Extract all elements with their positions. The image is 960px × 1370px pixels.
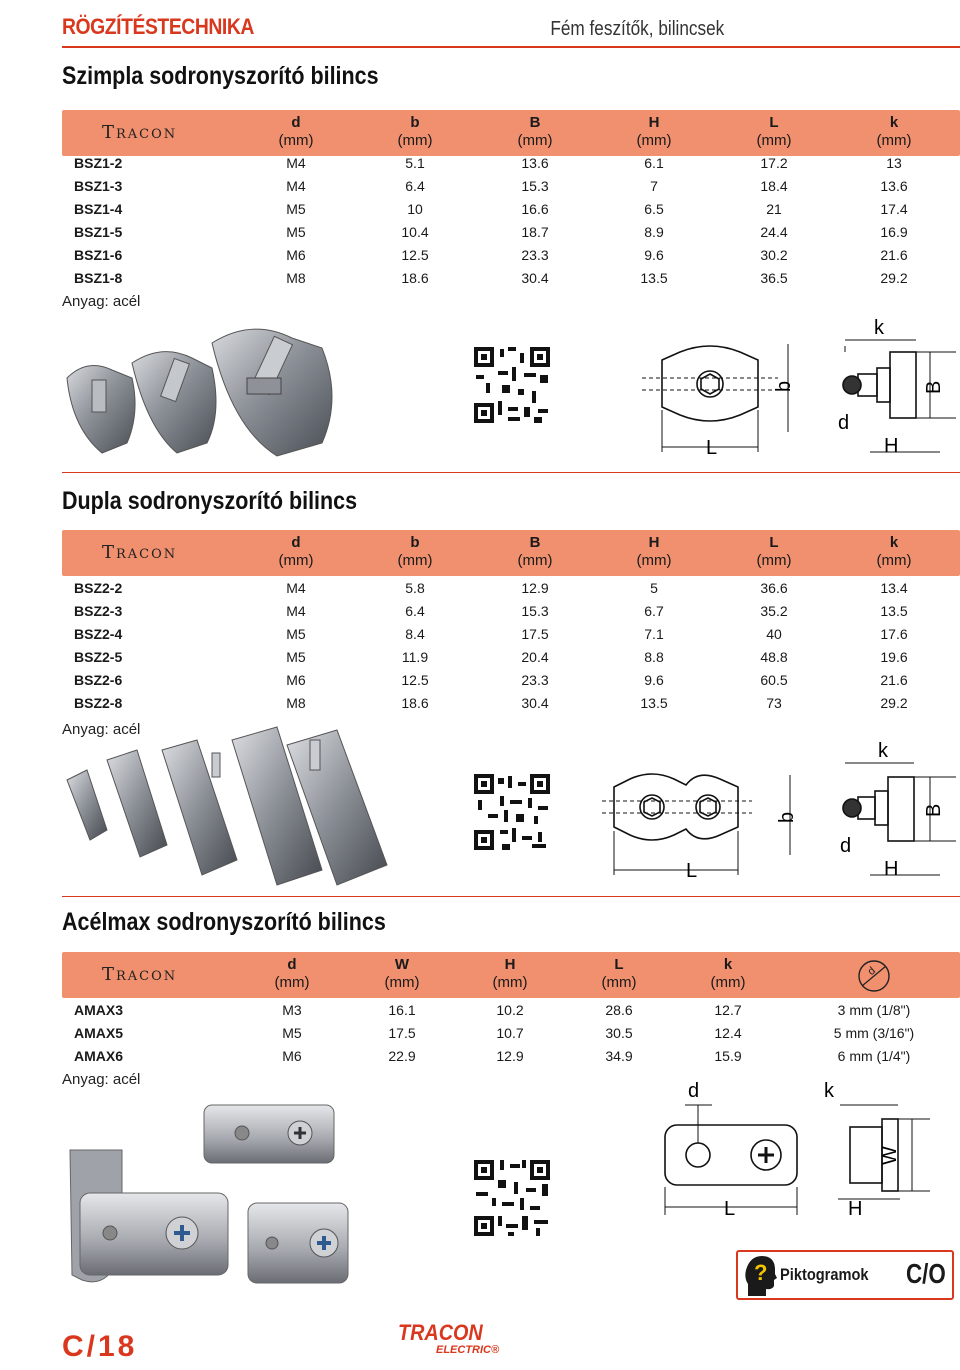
- table-row: BSZ1-4 M5 10 16.6 6.5 21 17.4: [74, 201, 908, 217]
- col-header: L (mm): [601, 956, 637, 991]
- table-row: BSZ1-6 M6 12.5 23.3 9.6 30.2 21.6: [74, 247, 908, 263]
- dim-label-L: L: [724, 1198, 736, 1220]
- table-row: BSZ1-2 M4 5.1 13.6 6.1 17.2 13: [74, 155, 902, 171]
- dim-label-B: B: [923, 380, 945, 394]
- col-header: B (mm): [517, 114, 553, 149]
- dim-label-d: d: [838, 412, 850, 434]
- dim-label-b: b: [776, 811, 798, 823]
- table-row: BSZ1-5 M5 10.4 18.7 8.9 24.4 16.9: [74, 224, 908, 240]
- dim-label-H: H: [848, 1198, 863, 1220]
- dim-label-d: d: [840, 835, 852, 857]
- col-header: d (mm): [274, 956, 310, 991]
- table-row: BSZ2-8 M8 18.6 30.4 13.5 73 29.2: [74, 695, 908, 711]
- brand-label: Tracon: [102, 964, 178, 985]
- table-row: BSZ1-3 M4 6.4 15.3 7 18.4 13.6: [74, 178, 908, 194]
- table-row: BSZ1-8 M8 18.6 30.4 13.5 36.5 29.2: [74, 270, 908, 286]
- dim-label-k: k: [878, 740, 888, 762]
- table-row: AMAX6 M6 22.9 12.9 34.9 15.9 6 mm (1/4"): [74, 1048, 911, 1064]
- header-divider: [62, 46, 960, 48]
- footer-logo: [398, 1320, 502, 1356]
- category-title: RÖGZÍTÉSTECHNIKA: [62, 14, 254, 39]
- question-head-icon: [742, 1254, 778, 1298]
- col-header: k (mm): [710, 956, 746, 991]
- product-photo-double: [62, 725, 392, 890]
- svg-text:?: ?: [754, 1260, 768, 1285]
- section-divider: [62, 472, 960, 473]
- product-photo-single: [62, 318, 362, 463]
- dim-label-k: k: [824, 1080, 834, 1102]
- table-header-acelmax: [62, 952, 960, 998]
- col-header: d (mm): [278, 114, 314, 149]
- qr-code: [472, 345, 552, 425]
- col-header: k (mm): [876, 534, 912, 569]
- dimension-drawing-single: [640, 312, 958, 462]
- dim-label-W: W: [879, 1146, 901, 1165]
- col-header: d (mm): [278, 534, 314, 569]
- table-header-double: [62, 530, 960, 576]
- svg-text:d: d: [865, 964, 879, 978]
- col-header: W (mm): [384, 956, 420, 991]
- table-row: BSZ2-3 M4 6.4 15.3 6.7 35.2 13.5: [74, 603, 908, 619]
- section-title-acelmax: Acélmax sodronyszorító bilincs: [62, 908, 386, 936]
- qr-code: [472, 772, 552, 852]
- logo-sub-text: ELECTRIC®: [436, 1344, 500, 1356]
- product-photo-acelmax: [62, 1095, 352, 1295]
- table-row: BSZ2-5 M5 11.9 20.4 8.8 48.8 19.6: [74, 649, 908, 665]
- section-title-double: Dupla sodronyszorító bilincs: [62, 487, 358, 515]
- rope-diameter-icon: [856, 958, 892, 994]
- page-subtitle: Fém feszítők, bilincsek: [550, 18, 724, 40]
- table-row: AMAX5 M5 17.5 10.7 30.5 12.4 5 mm (3/16"): [74, 1025, 915, 1041]
- dim-label-L: L: [686, 860, 698, 882]
- dimension-drawing-acelmax: [640, 1075, 958, 1220]
- col-header: b (mm): [397, 114, 433, 149]
- material-note: Anyag: acél: [62, 293, 141, 310]
- dim-label-k: k: [874, 317, 884, 339]
- section-title-single: Szimpla sodronyszorító bilincs: [62, 62, 379, 90]
- pictogram-label: Piktogramok: [780, 1265, 869, 1284]
- dim-label-H: H: [884, 858, 899, 880]
- material-note: Anyag: acél: [62, 721, 141, 738]
- logo-main-text: TRACON: [398, 1320, 483, 1345]
- col-header: B (mm): [517, 534, 553, 569]
- dim-label-H: H: [884, 435, 899, 457]
- dimension-drawing-double: [600, 735, 958, 885]
- table-row: AMAX3 M3 16.1 10.2 28.6 12.7 3 mm (1/8"): [74, 1002, 911, 1018]
- table-row: BSZ2-4 M5 8.4 17.5 7.1 40 17.6: [74, 626, 908, 642]
- dim-label-d: d: [688, 1080, 700, 1102]
- col-header: H (mm): [636, 114, 672, 149]
- page-number: C/18: [62, 1330, 138, 1363]
- section-divider: [62, 896, 960, 897]
- dim-label-B: B: [923, 803, 945, 817]
- table-row: BSZ2-6 M6 12.5 23.3 9.6 60.5 21.6: [74, 672, 908, 688]
- col-header: b (mm): [397, 534, 433, 569]
- qr-code: [472, 1158, 552, 1238]
- dim-label-L: L: [706, 437, 718, 459]
- brand-label: Tracon: [102, 122, 178, 143]
- table-row: BSZ2-2 M4 5.8 12.9 5 36.6 13.4: [74, 580, 908, 596]
- col-header: L (mm): [756, 534, 792, 569]
- table-header-single: [62, 110, 960, 156]
- pictogram-box[interactable]: [736, 1250, 954, 1300]
- col-header: L (mm): [756, 114, 792, 149]
- pictogram-code: C/O: [906, 1258, 946, 1289]
- material-note: Anyag: acél: [62, 1071, 141, 1088]
- col-header: H (mm): [636, 534, 672, 569]
- col-header: k (mm): [876, 114, 912, 149]
- brand-label: Tracon: [102, 542, 178, 563]
- col-header: H (mm): [492, 956, 528, 991]
- dim-label-b: b: [773, 380, 795, 392]
